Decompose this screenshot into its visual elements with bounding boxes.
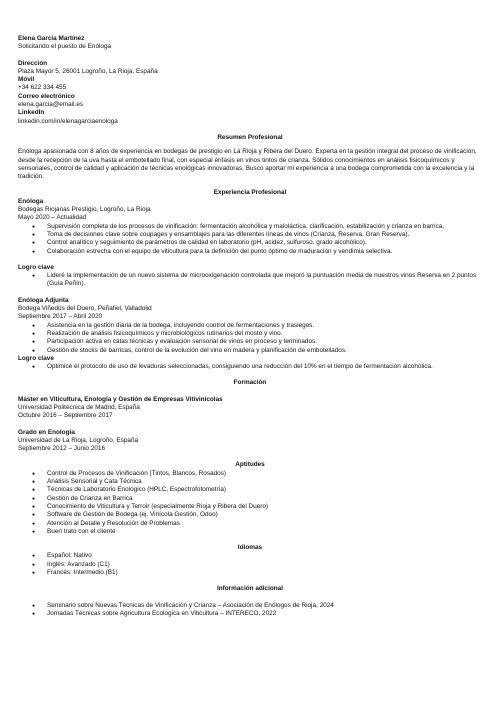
- degree: Grado en Enología: [18, 428, 75, 436]
- list-item: ● Optimicé el protocolo de uso de levaduras seleccionadas, consiguiendo una reducción del 10% en el tiempo de fermentación alcohólica.: [18, 363, 482, 371]
- job-dates: Septiembre 2017 – Abril 2020: [18, 313, 103, 321]
- education-section: [18, 379, 482, 453]
- education-item: [18, 429, 482, 454]
- list-item: ● Control analítico y seguimiento de parámetros de calidad en laboratorio (pH, acidez, sulfuroso, grado alcohólico).: [18, 239, 482, 247]
- list-item: ● Análisis Sensorial y Cata Técnica: [18, 478, 482, 486]
- email[interactable]: elena.garcia@email.es: [18, 101, 84, 109]
- additional-section: [18, 585, 482, 618]
- degree: Máster en Viticultura, Enología y Gestión de Empresas Vitivinícolas: [18, 395, 223, 403]
- list-item: ● Técnicas de Laboratorio Enológico (HPLC, Espectrofotometría): [18, 486, 482, 494]
- candidate-name: Elena García Martínez: [18, 35, 85, 42]
- job-dates: Mayo 2020 – Actualidad: [18, 214, 87, 222]
- list-item: ● Participación activa en catas técnicas y evaluación sensorial de vinos en proceso y terminados.: [18, 338, 482, 346]
- additional-list: [18, 602, 482, 619]
- objective: Solicitando el puesto de Enóloga: [18, 43, 112, 51]
- list-item: ● Software de Gestión de Bodega (ej. Vinícola Gestión, Odoo): [18, 511, 482, 519]
- job-role: Enóloga: [18, 197, 44, 205]
- list-item: ● Español: Nativo: [18, 552, 482, 560]
- summary-text: Enóloga apasionada con 8 años de experiencia en bodegas de prestigio en La Rioja y Ribera del Duero. Experta en la gestión integral del proceso de vinificación, desde la recepción de la uva hasta el embotellado final, con especial énfasis en vinos tintos de crianza. Sólidos conocimientos en análisis fisicoquímicos y sensoriales, control de calidad y aplicación de técnicas enológicas innovadoras. Busco aportar mi experiencia a una bodega comprometida con la excelencia y la tradición.: [18, 148, 477, 181]
- education-item: [18, 396, 482, 421]
- list-item: ● Jornadas Técnicas sobre Agricultura Ecológica en Viticultura – INTERECO, 2022: [18, 610, 482, 618]
- languages-section: [18, 544, 482, 577]
- education-title: Formación: [233, 379, 267, 387]
- achievement-list: [18, 363, 482, 371]
- job-bullets: [18, 322, 482, 355]
- experience-title: Experiencia Profesional: [213, 189, 287, 197]
- experience-section: [18, 189, 482, 371]
- list-item: ● Seminario sobre Nuevas Técnicas de Vinificación y Crianza – Asociación de Enólogos de Rioja, 2024: [18, 602, 482, 610]
- job-2: [18, 297, 482, 372]
- school: Universidad de La Rioja, Logroño, España: [18, 436, 139, 444]
- list-item: ● Control de Procesos de Vinificación (Tintos, Blancos, Rosados): [18, 470, 482, 478]
- list-item: ● Colaboración estrecha con el equipo de viticultura para la definición del punto óptimo de maduración y vendimia selectiva.: [18, 248, 482, 256]
- phone: +34 622 334 455: [18, 84, 67, 92]
- skills-list: [18, 470, 482, 536]
- list-item: ● Asistencia en la gestión diaria de la bodega, incluyendo control de fermentaciones y trasiegos.: [18, 322, 482, 330]
- list-item: ● Lideré la implementación de un nuevo sistema de microoxigenación controlada que mejoró la puntuación media de nuestros vinos Reserva en 2 puntos (Guía Peñín).: [18, 272, 482, 289]
- achievement-label: Logro clave: [18, 263, 54, 271]
- additional-title: Información adicional: [216, 585, 284, 593]
- list-item: ● Supervisión completa de los procesos de vinificación: fermentación alcohólica y maloláctica, clarificación, estabilización y crianza en barrica.: [18, 223, 482, 231]
- languages-list: [18, 552, 482, 577]
- list-item: ● Atención al Detalle y Resolución de Problemas: [18, 520, 482, 528]
- address: Plaza Mayor 5, 26001 Logroño, La Rioja, España: [18, 67, 158, 75]
- education-dates: Octubre 2016 – Septiembre 2017: [18, 412, 113, 420]
- email-label: Correo electrónico: [18, 92, 75, 100]
- job-company: Bodega Viñedos del Duero, Peñafiel, Valladolid: [18, 305, 152, 313]
- list-item: ● Gestión de Crianza en Barrica: [18, 495, 482, 503]
- job-role: Enóloga Adjunta: [18, 296, 69, 304]
- list-item: ● Realización de análisis fisicoquímicos y microbiológicos rutinarios del mosto y vino.: [18, 330, 482, 338]
- job-1: [18, 198, 482, 289]
- summary-section: [18, 134, 482, 181]
- languages-title: Idiomas: [237, 544, 263, 552]
- list-item: ● Francés: Intermedio (B1): [18, 569, 482, 577]
- job-bullets: [18, 223, 482, 256]
- education-dates: Septiembre 2012 – Junio 2016: [18, 445, 106, 453]
- phone-label: Móvil: [18, 76, 35, 84]
- school: Universidad Politécnica de Madrid, España: [18, 403, 140, 411]
- list-item: ● Buen trato con el cliente: [18, 528, 482, 536]
- address-label: Dirección: [18, 59, 48, 67]
- list-item: ● Inglés: Avanzado (C1): [18, 561, 482, 569]
- contact-block: [18, 60, 482, 126]
- list-item: ● Conocimiento de Viticultura y Terroir (especialmente Rioja y Ribera del Duero): [18, 503, 482, 511]
- list-item: ● Toma de decisiones clave sobre coupages y ensamblajes para las diferentes líneas de vinos (Crianza, Reserva, Gran Reserva).: [18, 231, 482, 239]
- summary-title: Resumen Profesional: [217, 133, 283, 141]
- skills-title: Aptitudes: [235, 461, 265, 469]
- skills-section: [18, 461, 482, 536]
- achievement-list: [18, 272, 482, 289]
- linkedin[interactable]: linkedin.com/in/elenagarciaenologa: [18, 117, 118, 125]
- job-company: Bodegas Riojanas Prestigio, Logroño, La Rioja: [18, 206, 151, 214]
- list-item: ● Gestión de stocks de barricas, control de la evolución del vino en madera y planificación de embotellados.: [18, 347, 482, 355]
- achievement-label: Logro clave: [18, 354, 54, 362]
- header: [18, 35, 482, 52]
- linkedin-label: LinkedIn: [18, 109, 45, 117]
